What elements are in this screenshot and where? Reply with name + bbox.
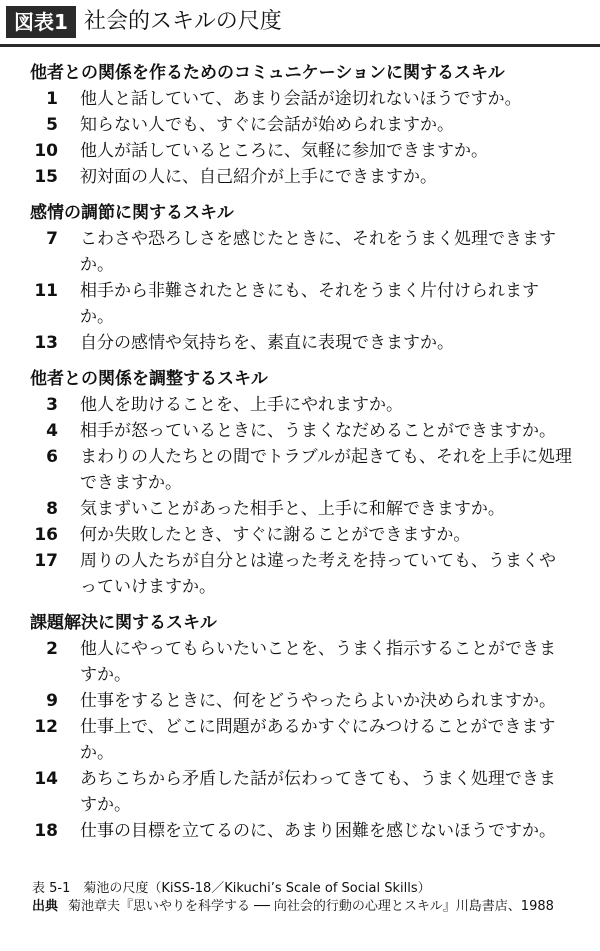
item-number: 14	[34, 769, 58, 789]
list-item	[0, 548, 600, 600]
list-item	[0, 496, 600, 522]
item-text: 何か失敗したとき、すぐに謝ることができますか。	[80, 525, 471, 545]
item-number: 16	[34, 525, 58, 545]
item-number: 15	[34, 167, 58, 187]
list-item	[0, 330, 600, 356]
section-title: 他者との関係を調整するスキル	[30, 369, 268, 389]
list-item	[0, 444, 600, 496]
item-text: 初対面の人に、自己紹介が上手にできますか。	[80, 167, 437, 187]
item-number: 12	[34, 717, 58, 737]
skills-list	[0, 50, 600, 844]
list-item	[0, 164, 600, 190]
section-emotion-regulation	[0, 200, 600, 356]
item-text: 自分の感情や気持ちを、素直に表現できますか。	[80, 333, 454, 353]
item-number: 8	[46, 499, 58, 519]
figure-footer	[0, 880, 600, 916]
figure-label-badge: 図表1	[6, 6, 76, 38]
figure-title: 社会的スキルの尺度	[84, 9, 282, 34]
item-number: 18	[34, 821, 58, 841]
item-text: 相手から非難されたときにも、それをうまく片付けられますか。	[80, 281, 539, 327]
item-number: 4	[46, 421, 58, 441]
section-title: 課題解決に関するスキル	[30, 613, 217, 633]
list-item	[0, 714, 600, 766]
item-number: 6	[46, 447, 58, 467]
item-text: 仕事上で、どこに問題があるかすぐにみつけることができますか。	[80, 717, 556, 763]
item-number: 2	[46, 639, 58, 659]
list-item	[0, 636, 600, 688]
list-item	[0, 112, 600, 138]
item-text: こわさや恐ろしさを感じたときに、それをうまく処理できますか。	[80, 229, 556, 275]
item-number: 1	[46, 89, 58, 109]
table-caption: 表 5-1 菊池の尺度（KiSS-18／Kikuchi’s Scale of Social Skills）	[32, 881, 431, 896]
figure-header	[0, 0, 600, 44]
section-title: 他者との関係を作るためのコミュニケーションに関するスキル	[30, 63, 505, 83]
item-number: 7	[46, 229, 58, 249]
item-text: 気まずいことがあった相手と、上手に和解できますか。	[80, 499, 505, 519]
header-divider	[0, 44, 600, 47]
list-item	[0, 138, 600, 164]
list-item	[0, 688, 600, 714]
list-item	[0, 226, 600, 278]
list-item	[0, 522, 600, 548]
item-number: 17	[34, 551, 58, 571]
item-text: 他人と話していて、あまり会話が途切れないほうですか。	[80, 89, 522, 109]
source-text: 菊池章夫『思いやりを科学する ── 向社会的行動の心理とスキル』川島書店、1988	[68, 899, 554, 914]
item-number: 13	[34, 333, 58, 353]
item-text: 周りの人たちが自分とは違った考えを持っていても、うまくやっていけますか。	[80, 551, 556, 597]
item-text: あちこちから矛盾した話が伝わってきても、うまく処理できますか。	[80, 769, 556, 815]
list-item	[0, 766, 600, 818]
item-text: 知らない人でも、すぐに会話が始められますか。	[80, 115, 454, 135]
source-label: 出典	[32, 899, 59, 914]
item-number: 3	[46, 395, 58, 415]
item-text: 仕事をするときに、何をどうやったらよいか決められますか。	[80, 691, 556, 711]
item-number: 11	[34, 281, 58, 301]
item-text: まわりの人たちとの間でトラブルが起きても、それを上手に処理できますか。	[80, 447, 572, 493]
section-relationship-adjustment	[0, 366, 600, 600]
list-item	[0, 418, 600, 444]
item-text: 他人を助けることを、上手にやれますか。	[80, 395, 403, 415]
section-problem-solving	[0, 610, 600, 844]
section-communication	[0, 60, 600, 190]
item-number: 9	[46, 691, 58, 711]
item-text: 相手が怒っているときに、うまくなだめることができますか。	[80, 421, 556, 441]
list-item	[0, 86, 600, 112]
list-item	[0, 392, 600, 418]
item-text: 他人が話しているところに、気軽に参加できますか。	[80, 141, 488, 161]
item-text: 他人にやってもらいたいことを、うまく指示することができますか。	[80, 639, 556, 685]
section-title: 感情の調節に関するスキル	[30, 203, 234, 223]
item-number: 5	[46, 115, 58, 135]
item-number: 10	[34, 141, 58, 161]
list-item	[0, 278, 600, 330]
item-text: 仕事の目標を立てるのに、あまり困難を感じないほうですか。	[80, 821, 556, 841]
list-item	[0, 818, 600, 844]
source-citation	[0, 898, 600, 916]
